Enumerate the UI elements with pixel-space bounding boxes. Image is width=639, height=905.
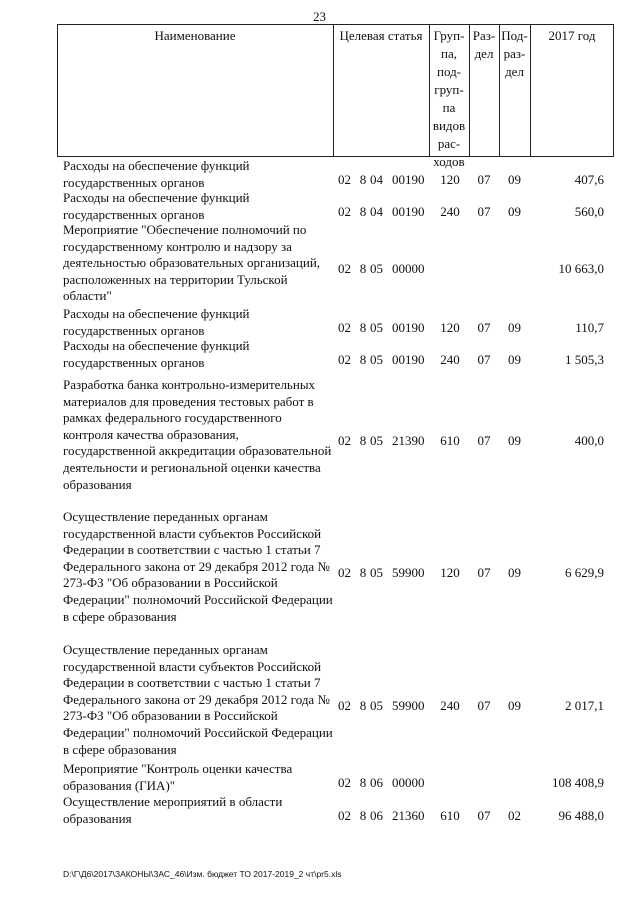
code-program: 02 (338, 697, 351, 713)
code-item: 06 (370, 775, 383, 790)
expense-group: 240 (440, 204, 460, 219)
code-direction: 00000 (392, 261, 425, 276)
amount-2017: 96 488,0 (558, 808, 604, 823)
expense-group: 120 (440, 172, 460, 187)
amount-2017: 400,0 (574, 432, 604, 448)
code-direction: 00190 (392, 320, 425, 335)
code-program: 02 (338, 432, 351, 448)
code-item: 04 (370, 172, 383, 187)
row-name: Осуществление мероприятий в области образования (63, 794, 283, 826)
table-row (0, 509, 639, 626)
code-subprogram: 8 (359, 172, 367, 187)
header-name: Наименование (154, 28, 236, 43)
row-name: Расходы на обеспечение функций государственных органов (63, 338, 250, 370)
table-row (0, 190, 639, 224)
code-subprogram: 8 (359, 697, 367, 713)
table-row (0, 338, 639, 372)
header-group: Груп- па, под- груп- па видов рас- ходов (432, 28, 466, 169)
code-direction: 00000 (392, 775, 425, 790)
code-item: 05 (370, 697, 383, 713)
table-row (0, 306, 639, 340)
code-program: 02 (338, 352, 351, 367)
code-direction: 00190 (392, 204, 425, 219)
expense-group: 610 (440, 432, 460, 448)
code-item: 05 (370, 352, 383, 367)
table-row (0, 761, 639, 795)
row-name: Мероприятие "Контроль оценки качества образования (ГИА)" (63, 761, 293, 793)
header-subsection: Под- раз- дел (501, 28, 528, 79)
code-item: 05 (370, 261, 383, 276)
row-name: Мероприятие "Обеспечение полномочий по государственному контролю и надзору за деятельностью образовательных организаций, расположенных на территории Тульской области" (63, 222, 321, 304)
code-subprogram: 8 (359, 564, 367, 580)
amount-2017: 2 017,1 (565, 697, 604, 713)
section-code: 07 (477, 564, 491, 580)
section-code: 07 (477, 808, 491, 823)
code-item: 04 (370, 204, 383, 219)
amount-2017: 10 663,0 (558, 261, 604, 276)
subsection-code: 09 (508, 352, 521, 367)
code-direction: 21390 (392, 432, 425, 448)
code-program: 02 (338, 261, 351, 276)
code-item: 06 (370, 808, 383, 823)
subsection-code: 09 (508, 204, 521, 219)
table-row (0, 377, 639, 494)
section-code: 07 (477, 172, 491, 187)
code-item: 05 (370, 432, 383, 448)
row-name: Осуществление переданных органам государственной власти субъектов Российской Федерации в соответствии с частью 1 статьи 7 Федерального закона от 29 декабря 2012 года № 273-ФЗ "Об образовании в Российской Федерации" полномочий Российской Федерации в сфере образования (63, 509, 333, 624)
row-name: Осуществление переданных органам государственной власти субъектов Российской Федерации в соответствии с частью 1 статьи 7 Федерального закона от 29 декабря 2012 года № 273-ФЗ "Об образовании в Российской Федерации" полномочий Российской Федерации в сфере образования (63, 642, 333, 757)
row-name: Расходы на обеспечение функций государственных органов (63, 306, 250, 338)
code-subprogram: 8 (359, 204, 367, 219)
subsection-code: 09 (508, 697, 521, 713)
code-program: 02 (338, 775, 351, 790)
table-row (0, 642, 639, 759)
subsection-code: 02 (508, 808, 521, 823)
expense-group: 240 (440, 352, 460, 367)
row-name: Расходы на обеспечение функций государственных органов (63, 190, 250, 222)
code-item: 05 (370, 564, 383, 580)
code-subprogram: 8 (359, 808, 367, 823)
amount-2017: 110,7 (575, 320, 604, 335)
code-direction: 00190 (392, 352, 425, 367)
code-subprogram: 8 (359, 432, 367, 448)
code-program: 02 (338, 320, 351, 335)
amount-2017: 1 505,3 (565, 352, 604, 367)
code-subprogram: 8 (359, 352, 367, 367)
subsection-code: 09 (508, 320, 521, 335)
code-program: 02 (338, 564, 351, 580)
header-year: 2017 год (548, 28, 596, 43)
section-code: 07 (477, 320, 491, 335)
row-name: Разработка банка контрольно-измерительных материалов для проведения тестовых работ в рамках федерального государственного контроля качества образования, государственной аккредитации образовательной деятельности и региональной оценки качества образования (63, 377, 332, 492)
header-target: Целевая статья (339, 28, 423, 43)
code-subprogram: 8 (359, 775, 367, 790)
amount-2017: 6 629,9 (565, 564, 604, 580)
code-direction: 00190 (392, 172, 425, 187)
expense-group: 120 (440, 320, 460, 335)
section-code: 07 (477, 204, 491, 219)
table-row (0, 222, 639, 306)
code-subprogram: 8 (359, 261, 367, 276)
code-program: 02 (338, 204, 351, 219)
expense-group: 120 (440, 564, 460, 580)
section-code: 07 (477, 352, 491, 367)
header-section: Раз- дел (472, 28, 496, 61)
code-direction: 21360 (392, 808, 425, 823)
table-row (0, 158, 639, 192)
row-name: Расходы на обеспечение функций государственных органов (63, 158, 250, 190)
code-program: 02 (338, 172, 351, 187)
code-subprogram: 8 (359, 320, 367, 335)
subsection-code: 09 (508, 172, 521, 187)
code-program: 02 (338, 808, 351, 823)
expense-group: 240 (440, 697, 460, 713)
code-direction: 59900 (392, 564, 425, 580)
code-item: 05 (370, 320, 383, 335)
expense-group: 610 (440, 808, 460, 823)
header-bottom-rule (57, 156, 614, 157)
section-code: 07 (477, 432, 491, 448)
subsection-code: 09 (508, 564, 521, 580)
file-path-footer: D:\Г\Д6\2017\ЗАКОНЫ\ЗАС_46\Изм. бюджет ТО 2017-2019_2 чт\pr5.xls (63, 869, 342, 879)
section-code: 07 (477, 697, 491, 713)
code-direction: 59900 (392, 697, 425, 713)
subsection-code: 09 (508, 432, 521, 448)
amount-2017: 407,6 (574, 172, 604, 187)
amount-2017: 560,0 (574, 204, 604, 219)
amount-2017: 108 408,9 (552, 775, 604, 790)
page-number: 23 (313, 9, 326, 24)
table-row (0, 794, 639, 828)
